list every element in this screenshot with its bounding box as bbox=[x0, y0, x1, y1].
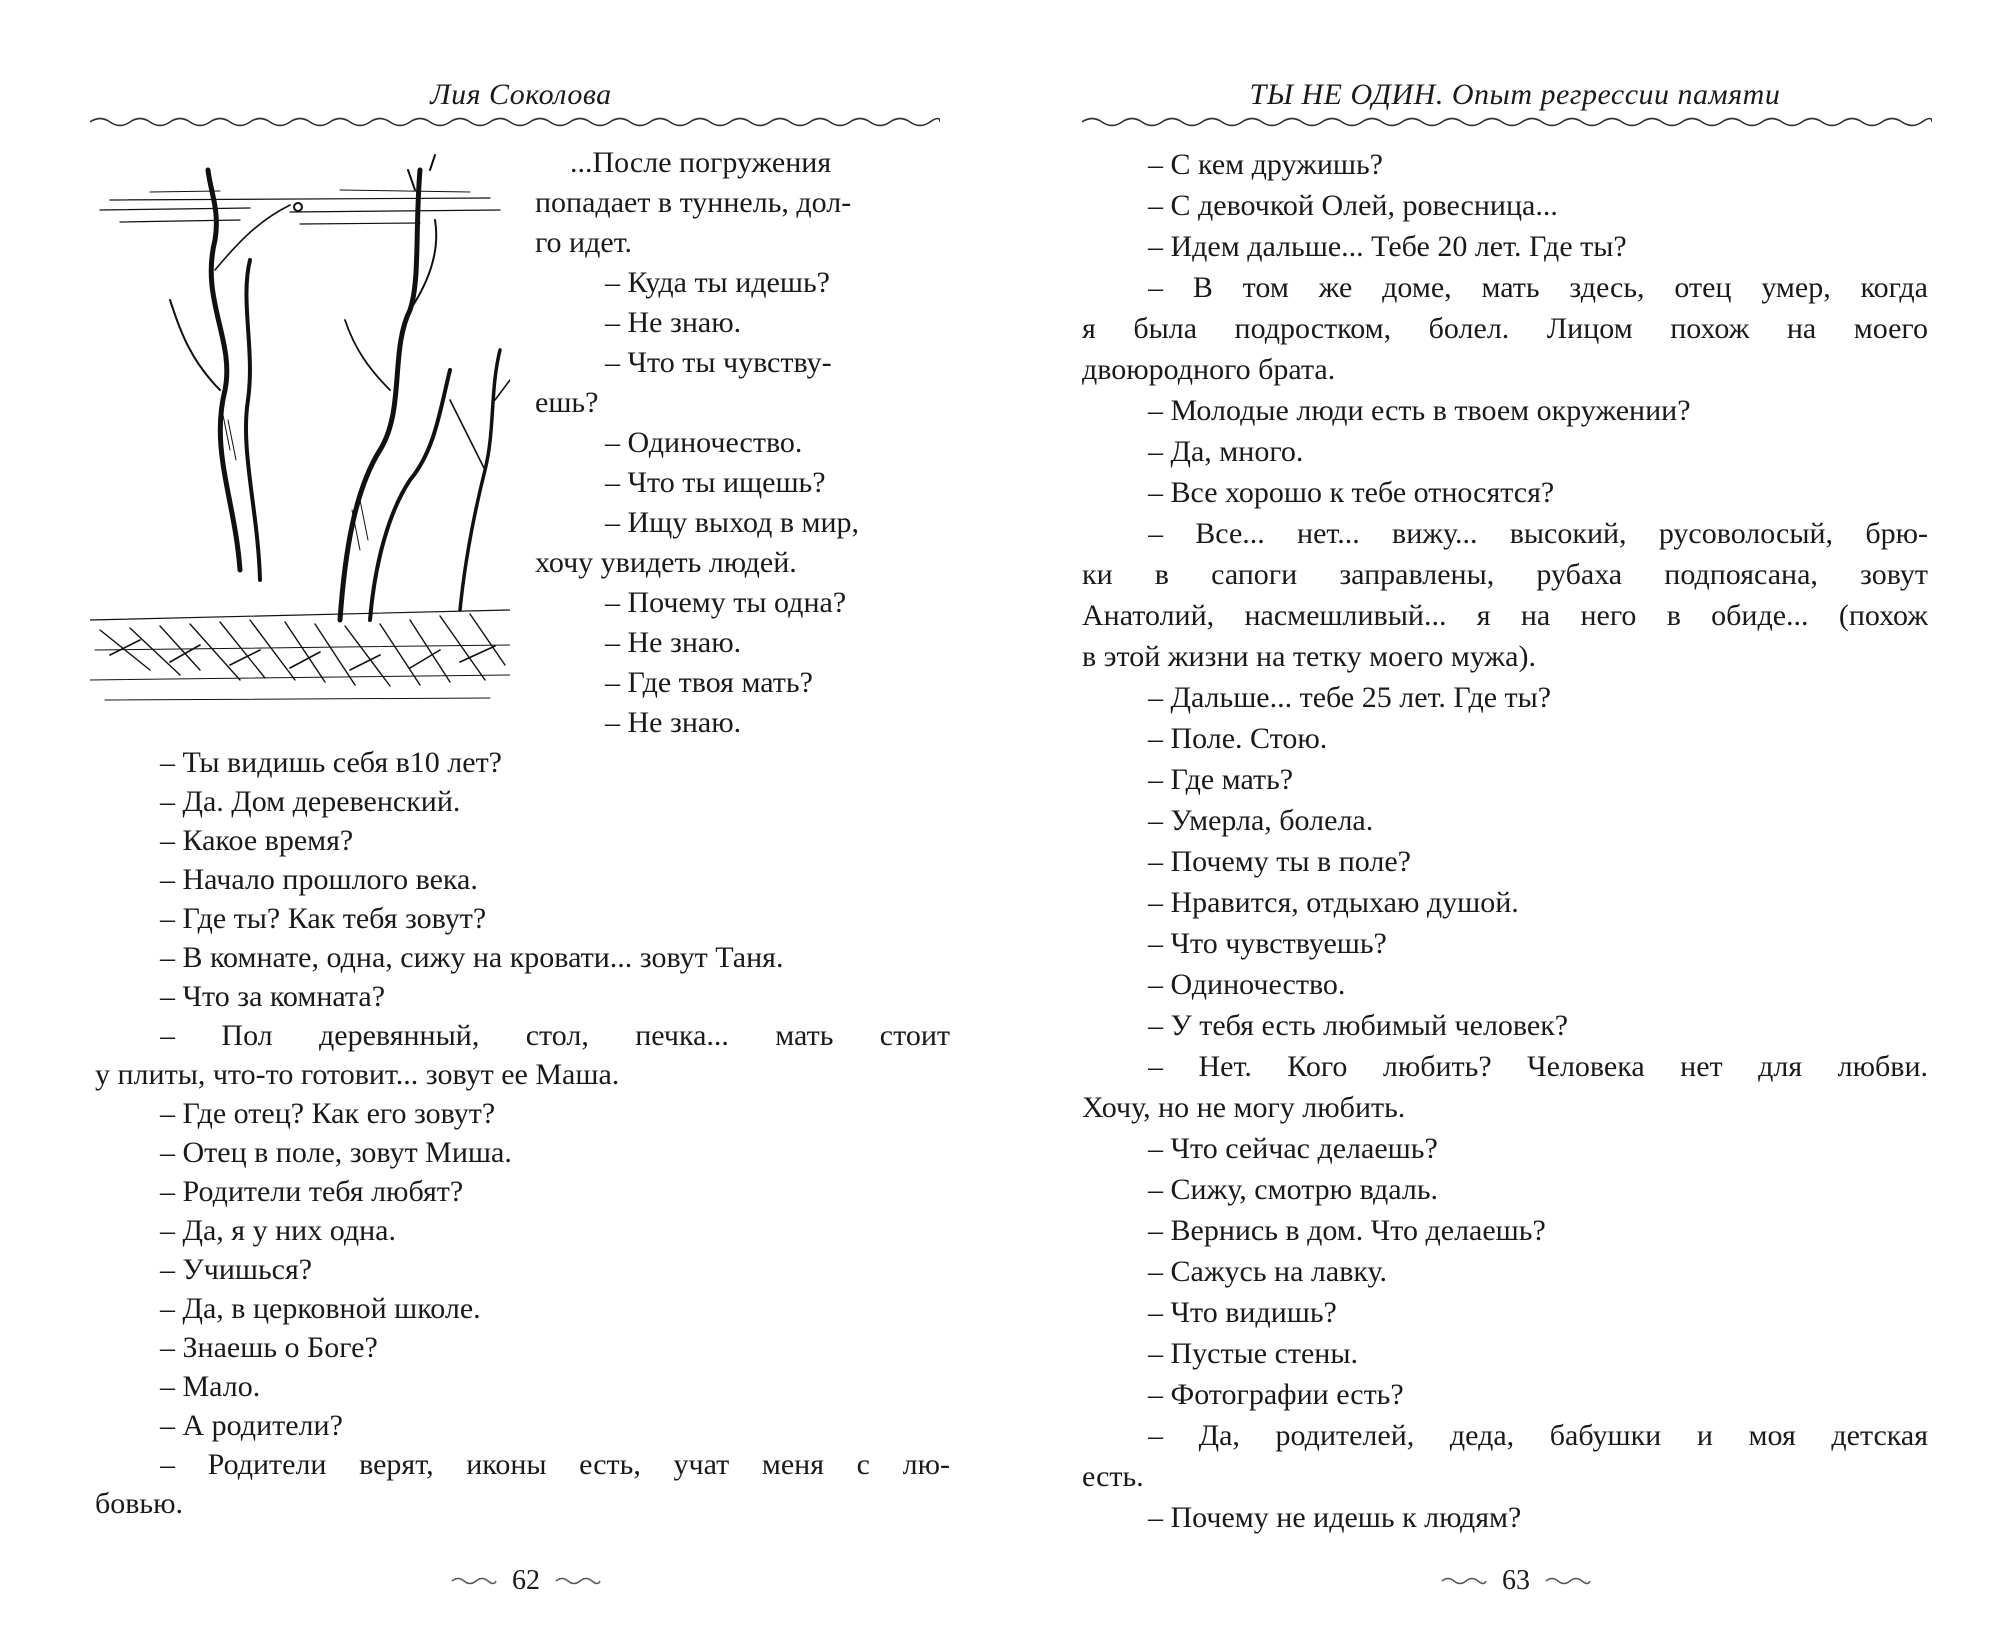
text-line: хочу увидеть людей. bbox=[535, 546, 797, 579]
text-line: – Не знаю. bbox=[605, 306, 742, 339]
text-line: – Фотографии есть? bbox=[1148, 1378, 1404, 1411]
wavy-rule-icon bbox=[90, 114, 940, 130]
text-line: – Одиночество. bbox=[605, 426, 803, 459]
text-line: – Умерла, болела. bbox=[1148, 804, 1374, 837]
text-line: у плиты, что-то готовит... зовут ее Маша. bbox=[95, 1058, 620, 1091]
left-running-head: Лия Соколова bbox=[430, 78, 612, 111]
text-line: – Да, много. bbox=[1148, 435, 1304, 468]
text-line: – Мало. bbox=[160, 1370, 261, 1403]
text-line: – Молодые люди есть в твоем окружении? bbox=[1148, 394, 1691, 427]
text-line: – Дальше... тебе 25 лет. Где ты? bbox=[1148, 681, 1552, 714]
text-line: – Да, в церковной школе. bbox=[160, 1292, 481, 1325]
text-line: – Все... нет... вижу... высокий, русоволосый, брю- bbox=[1148, 517, 1928, 550]
text-line: – Где твоя мать? bbox=[605, 666, 813, 699]
wavy-rule-icon bbox=[1082, 114, 1932, 130]
text-line: – Что сейчас делаешь? bbox=[1148, 1132, 1438, 1165]
text-line: – С девочкой Олей, ровесница... bbox=[1148, 189, 1558, 222]
text-line: двоюродного брата. bbox=[1082, 353, 1336, 386]
text-line: Хочу, но не могу любить. bbox=[1082, 1091, 1406, 1124]
text-line: – Нравится, отдыхаю душой. bbox=[1148, 886, 1519, 919]
text-line: – Почему ты одна? bbox=[605, 586, 847, 619]
wavy-dash-icon bbox=[1440, 1575, 1488, 1587]
text-line: – Поле. Стою. bbox=[1148, 722, 1328, 755]
text-line: – Одиночество. bbox=[1148, 968, 1346, 1001]
text-line: – Какое время? bbox=[160, 824, 354, 857]
wavy-dash-icon bbox=[450, 1575, 498, 1587]
text-line: – Почему ты в поле? bbox=[1148, 845, 1411, 878]
right-page bbox=[1000, 0, 2000, 1642]
text-line: есть. bbox=[1082, 1460, 1144, 1493]
wavy-dash-icon bbox=[554, 1575, 602, 1587]
text-line: – В том же доме, мать здесь, отец умер, когда bbox=[1148, 271, 1928, 304]
text-line: – Все хорошо к тебе относятся? bbox=[1148, 476, 1555, 509]
text-line: ешь? bbox=[535, 386, 599, 419]
text-line: – Где ты? Как тебя зовут? bbox=[160, 902, 487, 935]
text-line: – Нет. Кого любить? Человека нет для любви. bbox=[1148, 1050, 1928, 1083]
text-line: – Пол деревянный, стол, печка... мать стоит bbox=[160, 1019, 950, 1052]
text-line: – Не знаю. bbox=[605, 626, 742, 659]
text-line: – Вернись в дом. Что делаешь? bbox=[1148, 1214, 1546, 1247]
text-line: – Ты видишь себя в10 лет? bbox=[160, 746, 502, 779]
text-line: – Не знаю. bbox=[605, 706, 742, 739]
right-page-number bbox=[1440, 1565, 1592, 1597]
bare-trees-illustration bbox=[90, 150, 510, 710]
text-line: – Отец в поле, зовут Миша. bbox=[160, 1136, 512, 1169]
text-line: – Что за комната? bbox=[160, 980, 386, 1013]
text-line: Анатолий, насмешливый... я на него в обиде... (похож bbox=[1082, 599, 1928, 632]
text-line: – Родители верят, иконы есть, учат меня с лю- bbox=[160, 1448, 950, 1481]
text-line: ки в сапоги заправлены, рубаха подпоясана, зовут bbox=[1082, 558, 1928, 591]
text-line: – Да, я у них одна. bbox=[160, 1214, 396, 1247]
text-line: – Начало прошлого века. bbox=[160, 863, 478, 896]
text-line: – Что ты ищешь? bbox=[605, 466, 826, 499]
text-line: – Где мать? bbox=[1148, 763, 1294, 796]
text-line: ...После погружения bbox=[570, 146, 832, 179]
text-line: в этой жизни на тетку моего мужа). bbox=[1082, 640, 1536, 673]
text-line: – Да. Дом деревенский. bbox=[160, 785, 461, 818]
text-line: попадает в туннель, дол- bbox=[535, 186, 852, 219]
text-line: – Знаешь о Боге? bbox=[160, 1331, 378, 1364]
text-line: бовью. bbox=[95, 1487, 184, 1520]
text-line: – Сижу, смотрю вдаль. bbox=[1148, 1173, 1438, 1206]
text-line: – Куда ты идешь? bbox=[605, 266, 830, 299]
text-line: – Что ты чувству- bbox=[605, 346, 832, 379]
text-line: – В комнате, одна, сижу на кровати... зовут Таня. bbox=[160, 941, 784, 974]
left-page-number bbox=[450, 1565, 602, 1597]
text-line: – С кем дружишь? bbox=[1148, 148, 1383, 181]
text-line: – У тебя есть любимый человек? bbox=[1148, 1009, 1569, 1042]
text-line: – Пустые стены. bbox=[1148, 1337, 1359, 1370]
text-line: – А родители? bbox=[160, 1409, 343, 1442]
text-line: – Что чувствуешь? bbox=[1148, 927, 1387, 960]
right-running-head: ТЫ НЕ ОДИН. Опыт регрессии памяти bbox=[1249, 78, 1781, 111]
text-line: – Где отец? Как его зовут? bbox=[160, 1097, 496, 1130]
text-line: я была подростком, болел. Лицом похож на моего bbox=[1082, 312, 1928, 345]
text-line: – Почему не идешь к людям? bbox=[1148, 1501, 1522, 1534]
text-line: – Идем дальше... Тебе 20 лет. Где ты? bbox=[1148, 230, 1627, 263]
wavy-dash-icon bbox=[1544, 1575, 1592, 1587]
text-line: – Сажусь на лавку. bbox=[1148, 1255, 1388, 1288]
text-line: – Да, родителей, деда, бабушки и моя детская bbox=[1148, 1419, 1928, 1452]
text-line: – Родители тебя любят? bbox=[160, 1175, 464, 1208]
page-number-text: 62 bbox=[512, 1565, 540, 1596]
text-line: – Учишься? bbox=[160, 1253, 313, 1286]
page-number-text: 63 bbox=[1502, 1565, 1530, 1596]
text-line: – Ищу выход в мир, bbox=[605, 506, 860, 539]
text-line: – Что видишь? bbox=[1148, 1296, 1337, 1329]
text-line: го идет. bbox=[535, 226, 633, 259]
